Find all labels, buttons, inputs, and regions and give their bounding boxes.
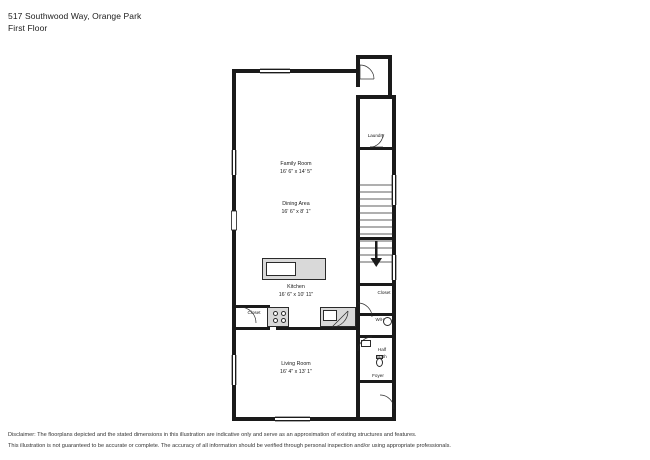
property-address: 517 Southwood Way, Orange Park: [8, 11, 142, 21]
label-closet-left: Closet: [247, 310, 261, 315]
disclaimer-line-1: Disclaimer: The floorplans depicted and the stated dimensions in this illustration are indicative only and serve as an approximation of existing structures and features.: [8, 431, 417, 438]
room-label-family-room: [236, 160, 356, 176]
disclaimer-line-2: This illustration is not guaranteed to be accurate or complete. The accuracy of all information should be verified through personal inspection and/or using appropriate professionals.: [8, 442, 451, 449]
kitchen-name: Kitchen: [287, 284, 305, 290]
room-label-dining-area: [236, 200, 356, 216]
label-closet-upper: Closet: [377, 290, 391, 295]
label-foyer: Foyer: [372, 373, 384, 378]
plan-overlay: [220, 55, 440, 435]
living-room-name: Living Room: [281, 361, 311, 367]
disclaimer: [8, 430, 628, 452]
label-half-bath-line2: Bath: [377, 354, 387, 359]
room-label-living-room: [236, 360, 356, 376]
label-laundry: Laundry: [367, 133, 385, 138]
kitchen-dimensions: 16' 6" x 10' 11": [278, 292, 314, 299]
floor-label: First Floor: [8, 23, 48, 34]
title-block: [8, 10, 141, 35]
label-half-bath-line1: Half: [377, 347, 387, 352]
dining-area-name: Dining Area: [282, 201, 310, 207]
label-water-heater: W/H: [375, 317, 385, 322]
living-room-dimensions: 16' 4" x 13' 1": [280, 369, 312, 376]
dining-area-dimensions: 16' 6" x 8' 1": [281, 209, 311, 216]
family-room-name: Family Room: [280, 161, 312, 167]
floor-plan: [220, 55, 440, 435]
family-room-dimensions: 16' 6" x 14' 5": [280, 169, 312, 176]
room-label-kitchen: [236, 283, 356, 299]
